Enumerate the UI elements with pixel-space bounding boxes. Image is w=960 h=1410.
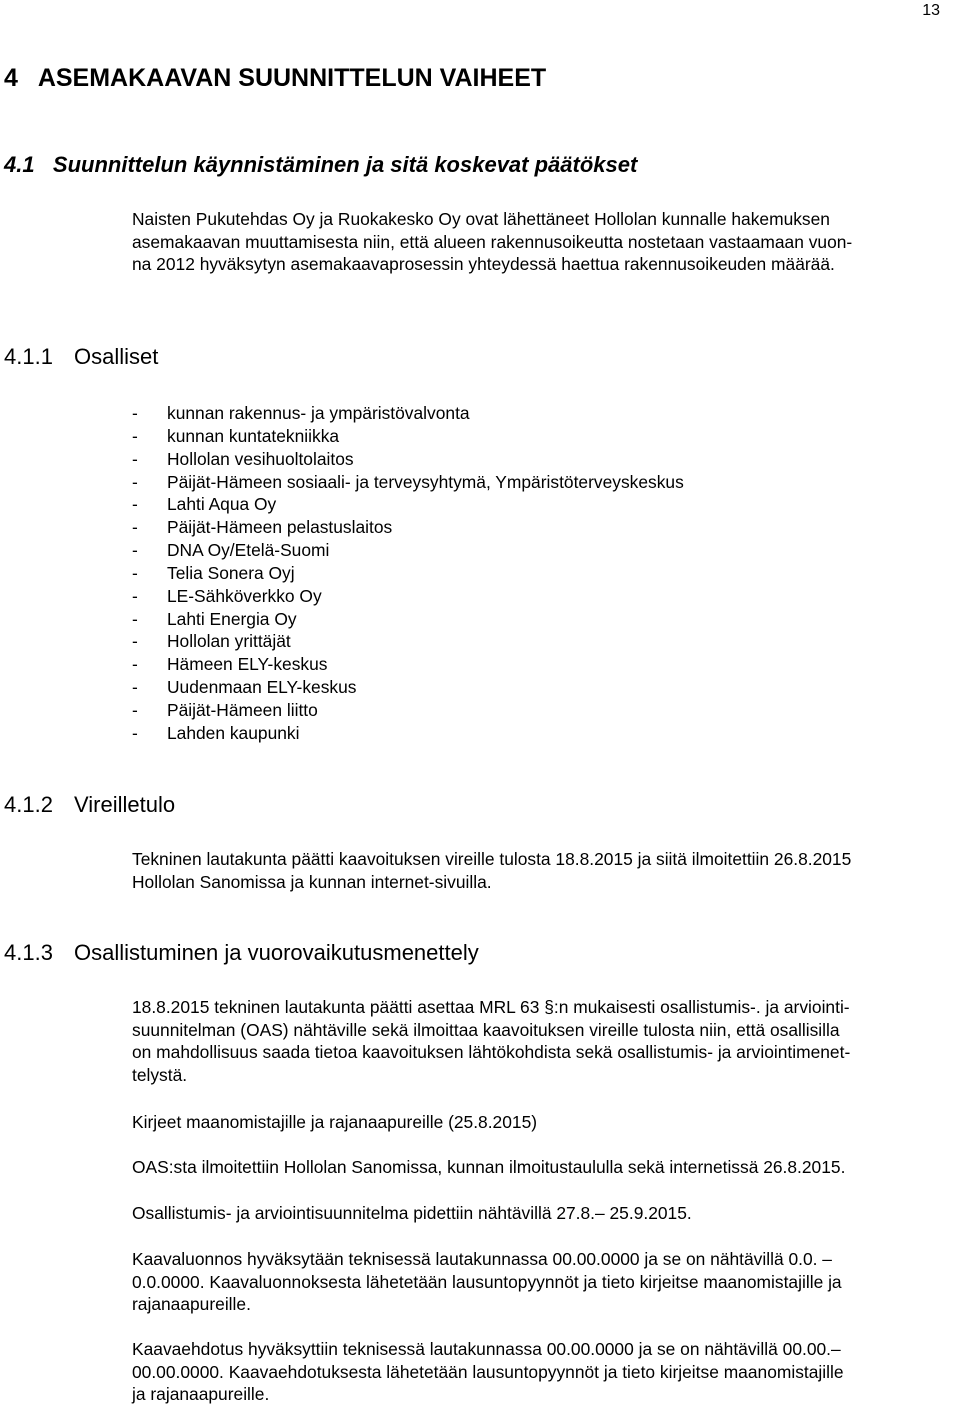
paragraph-line: 18.8.2015 tekninen lautakunta päätti asettaa MRL 63 §:n mukaisesti osallistumis-. ja arviointi- [132, 997, 850, 1017]
osalliset-list [132, 402, 684, 745]
list-item: - kunnan kuntatekniikka [132, 425, 340, 446]
list-item: - Päijät-Hämeen pelastuslaitos [132, 517, 393, 538]
section-number: 4.1.1 [4, 344, 53, 369]
list-item: - Lahti Energia Oy [132, 608, 297, 629]
list-item: - DNA Oy/Etelä-Suomi [132, 540, 330, 561]
intro-line: Naisten Pukutehdas Oy ja Ruokakesko Oy ovat lähettäneet Hollolan kunnalle hakemuksen [132, 209, 830, 229]
paragraph-line: OAS:sta ilmoitettiin Hollolan Sanomissa, kunnan ilmoitustaululla sekä internetissä 26.8.2015. [132, 1157, 846, 1177]
paragraph-line: 0.0.0000. Kaavaluonnoksesta lähetetään lausuntopyynnöt ja tieto kirjeitse maanomistajille ja [132, 1271, 842, 1292]
section-heading-4-1: 4.1 Suunnittelun käynnistäminen ja sitä koskevat päätökset [4, 152, 638, 177]
list-item: - Hämeen ELY-keskus [132, 654, 328, 675]
paragraph-line: suunnitelman (OAS) nähtäville sekä ilmoittaa kaavoituksen vireille tulosta niin, että osallisilla [132, 1019, 840, 1040]
section-title: Osallistuminen ja vuorovaikutusmenettely [74, 940, 479, 965]
list-item: - Päijät-Hämeen liitto [132, 699, 318, 720]
paragraph-line: Osallistumis- ja arviointisuunnitelma pidettiin nähtävillä 27.8.– 25.9.2015. [132, 1203, 692, 1223]
section-heading-4-1-1 [4, 344, 158, 370]
list-item: - Telia Sonera Oyj [132, 562, 295, 583]
section-number: 4.1.3 [4, 940, 53, 965]
paragraph-line: rajanaapureille. [132, 1294, 251, 1315]
paragraph-line: 00.00.0000. Kaavaehdotuksesta lähetetään lausuntopyynnöt ja tieto kirjeitse maanomistajille [132, 1361, 844, 1382]
osallistuminen-paragraph-2 [132, 1111, 537, 1134]
intro-paragraph [132, 208, 852, 276]
list-item: - Hollolan yrittäjät [132, 631, 291, 652]
osallistuminen-paragraph-4 [132, 1202, 692, 1225]
osallistuminen-paragraph-1 [132, 996, 850, 1087]
list-item: - Lahti Aqua Oy [132, 494, 277, 515]
section-heading-4-1-2 [4, 792, 175, 818]
list-item: - Päijät-Hämeen sosiaali- ja terveysyhtymä, Ympäristöterveyskeskus [132, 471, 684, 492]
page-number: 13 [922, 2, 940, 19]
osallistuminen-paragraph-6 [132, 1338, 844, 1406]
paragraph-line: Kaavaluonnos hyväksytään teknisessä lautakunnassa 00.00.0000 ja se on nähtävillä 0.0. – [132, 1249, 832, 1269]
list-item: - Uudenmaan ELY-keskus [132, 677, 357, 698]
section-heading-4-1-3 [4, 940, 479, 966]
list-item: - LE-Sähköverkko Oy [132, 585, 322, 606]
section-title: Vireilletulo [74, 792, 176, 817]
paragraph-line: Kaavaehdotus hyväksyttiin teknisessä lautakunnassa 00.00.0000 ja se on nähtävillä 00.00.– [132, 1339, 841, 1359]
vireilletulo-paragraph [132, 848, 851, 893]
osallistuminen-paragraph-3 [132, 1156, 845, 1179]
paragraph-line: on mahdollisuus saada tietoa kaavoituksen lähtökohdista sekä osallistumis- ja arviointimenet- [132, 1042, 851, 1063]
list-item: - Hollolan vesihuoltolaitos [132, 448, 354, 469]
section-title: Osalliset [74, 344, 159, 369]
intro-line: asemakaavan muuttamisesta niin, että alueen rakennusoikeutta nostetaan vastaamaan vuon- [132, 231, 853, 252]
paragraph-line: telystä. [132, 1065, 188, 1086]
intro-line: na 2012 hyväksytyn asemakaavaprosessin yhteydessä haettua rakennusoikeuden määrää. [132, 254, 835, 275]
paragraph-line: Kirjeet maanomistajille ja rajanaapureille (25.8.2015) [132, 1112, 538, 1132]
paragraph-line: Tekninen lautakunta päätti kaavoituksen vireille tulosta 18.8.2015 ja siitä ilmoitettiin 26.8.2015 [132, 849, 852, 869]
list-item: - Lahden kaupunki [132, 722, 300, 743]
section-heading-4: 4 ASEMAKAAVAN SUUNNITTELUN VAIHEET [4, 64, 547, 92]
list-item: - kunnan rakennus- ja ympäristövalvonta [132, 403, 470, 423]
paragraph-line: Hollolan Sanomissa ja kunnan internet-sivuilla. [132, 871, 492, 892]
osallistuminen-paragraph-5 [132, 1248, 842, 1316]
section-number: 4.1.2 [4, 792, 53, 817]
paragraph-line: ja rajanaapureille. [132, 1384, 270, 1405]
